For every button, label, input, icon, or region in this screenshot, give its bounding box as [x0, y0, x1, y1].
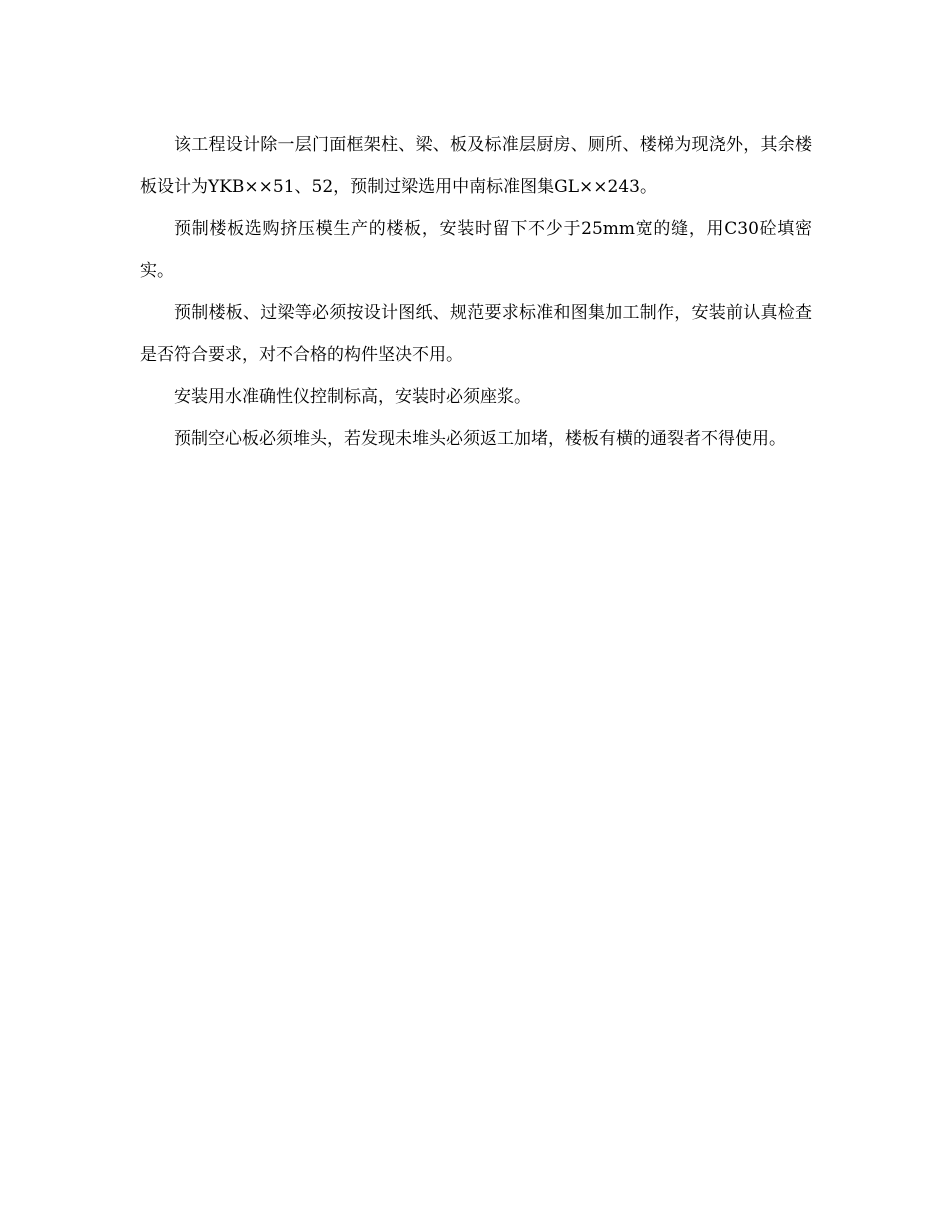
paragraph-fabrication-inspection: 预制楼板、过梁等必须按设计图纸、规范要求标准和图集加工制作，安装前认真检查是否符合要求，对不合格的构件坚决不用。: [140, 303, 812, 365]
document-body: [140, 124, 812, 460]
paragraph-hollow-slab-plugging: 预制空心板必须堆头，若发现未堆头必须返工加堵，楼板有横的通裂者不得使用。: [174, 429, 786, 449]
paragraph-precast-slab-selection: 预制楼板选购挤压模生产的楼板，安装时留下不少于25mm宽的缝，用C30砼填密实。: [140, 219, 812, 281]
paragraph-installation-leveling: 安装用水准确性仪控制标高，安装时必须座浆。: [174, 387, 531, 407]
paragraph-design: 该工程设计除一层门面框架柱、梁、板及标准层厨房、厕所、楼梯为现浇外，其余楼板设计为YKB××51、52，预制过梁选用中南标准图集GL××243。: [140, 135, 812, 197]
